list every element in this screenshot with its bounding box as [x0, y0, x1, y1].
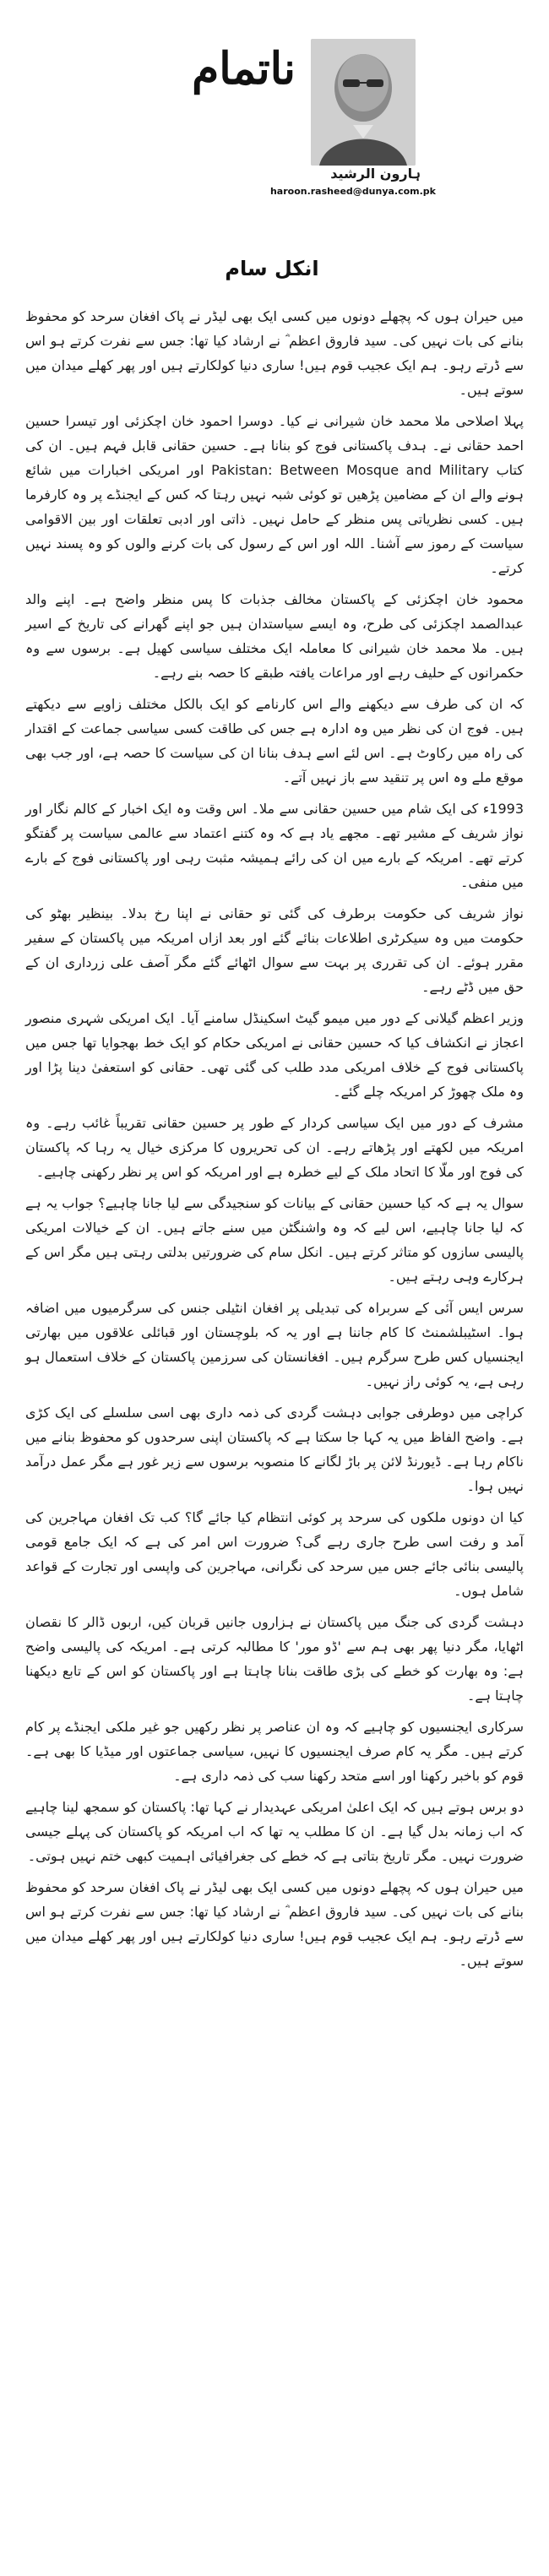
article-paragraph: مشرف کے دور میں ایک سیاسی کردار کے طور پر حسین حقانی تقریباً غائب رہے۔ وہ امریکہ میں لکھتے اور پڑھاتے رہے۔ ان کی تحریروں کا مرکزی خیال یہ رہا کہ پاکستان کی فوج اور ملّا کا اتحاد ملک کے لیے خطرہ ہے اور امریکہ کو اس پر نظر رکھنی چاہیے۔ [25, 1115, 524, 1180]
article-paragraph: پہلا اصلاحی ملا محمد خان شیرانی نے کیا۔ دوسرا احمود خان اچکزئی اور تیسرا حسین احمد حقانی نے۔ ہدف پاکستانی فوج کو بنانا ہے۔ حسین حقانی قابل فہم ہیں۔ ان کی کتاب Pakistan: Between Mosque and Military اور امریکی اخبارات میں شائع ہونے والے ان کے مضامین پڑھیں تو کوئی شبہ نہیں رہتا کہ کس کے ایجنڈے پر وہ کارفرما ہیں۔ کسی نظریاتی پس منظر کے حامل نہیں۔ ذاتی اور ادبی تعلقات اور بین الاقوامی سیاست کے رموز سے آشنا۔ اللہ اور اس کے رسول کی بات کرنے والوں کو وہ پسند نہیں کرتے۔ [25, 413, 525, 576]
author-portrait-graphic [311, 39, 416, 166]
article-paragraph: محمود خان اچکزئی کے پاکستان مخالف جذبات کا پس منظر واضح ہے۔ اپنے والد عبدالصمد اچکزئی کی طرح، وہ ایسے سیاستدان ہیں جو اپنے گھرانے کی تاریخ کے اسیر ہیں۔ ملا محمد خان شیرانی کا معاملہ ایک مختلف سیاسی کھیل ہے۔ برسوں سے وہ حکمرانوں کے حلیف رہے اور مراعات یافتہ طبقے کا حصہ بنے رہے۔ [25, 591, 524, 681]
article-headline: انکل سام [225, 257, 319, 280]
article-paragraph: کہ ان کی طرف سے دیکھنے والے اس کارنامے کو ایک بالکل مختلف زاویے سے دیکھتے ہیں۔ فوج ان کی نظر میں وہ ادارہ ہے جس کی طاقت کسی سیاسی جماعت کے اقتدار کی راہ میں رکاوٹ ہے۔ اس لئے اسے ہدف بنانا ان کی سیاست کا حصہ ہے، اور جب بھی موقع ملے وہ اس پر تنقید سے باز نہیں آتے۔ [25, 696, 524, 785]
column-masthead [0, 0, 549, 224]
article-paragraph: کیا ان دونوں ملکوں کی سرحد پر کوئی انتظام کیا جائے گا؟ کب تک افغان مہاجرین کی آمد و رفت اسی طرح جاری رہے گی؟ ضرورت اس امر کی ہے کہ ایک جامع قومی پالیسی بنائی جائے جس میں سرحد کی نگرانی، مہاجرین کی واپسی اور تجارت کے قواعد شامل ہوں۔ [25, 1509, 524, 1599]
article-paragraph: دو برس ہوتے ہیں کہ ایک اعلیٰ امریکی عہدیدار نے کہا تھا: پاکستان کو سمجھ لینا چاہیے کہ اب زمانہ بدل گیا ہے۔ ان کا مطلب یہ تھا کہ اب امریکہ کو پاکستان کی پہلے جیسی ضرورت نہیں۔ مگر تاریخ بتاتی ہے کہ خطے کی جغرافیائی اہمیت کبھی ختم نہیں ہوتی۔ [25, 1799, 524, 1864]
author-name: ہارون الرشید [330, 166, 421, 182]
article-paragraph: میں حیران ہوں کہ پچھلے دونوں میں کسی ایک بھی لیڈر نے پاک افغان سرحد کو محفوظ بنانے کی بات نہیں کی۔ سید فاروق اعظم ؓ نے ارشاد کیا تھا: جس سے نفرت کرتے ہو اس سے ڈرتے رہو۔ ہم ایک عجیب قوم ہیں! ساری دنیا کولکارتے ہیں اور پھر کھلے میدان میں سوتے ہیں۔ [25, 308, 524, 398]
article-body [25, 304, 524, 1980]
article-paragraph: سرکاری ایجنسیوں کو چاہیے کہ وہ ان عناصر پر نظر رکھیں جو غیر ملکی ایجنڈے پر کام کرتے ہیں۔ مگر یہ کام صرف ایجنسیوں کا نہیں، سیاسی جماعتوں اور میڈیا کا بھی ہے۔ قوم کو باخبر رکھنا اور اسے متحد رکھنا سب کی ذمہ داری ہے۔ [25, 1719, 524, 1784]
author-email: haroon.rasheed@dunya.com.pk [269, 186, 436, 197]
article-paragraph: سوال یہ ہے کہ کیا حسین حقانی کے بیانات کو سنجیدگی سے لیا جانا چاہیے؟ جواب یہ ہے کہ لیا جانا چاہیے، اس لیے کہ وہ واشنگٹن میں سنے جاتے ہیں۔ ان کے خیالات امریکی پالیسی سازوں کو متاثر کرتے ہیں۔ انکل سام کی ضرورتیں بدلتی رہتی ہیں مگر اس کے ہرکارے وہی رہتے ہیں۔ [25, 1195, 524, 1285]
article-paragraph: وزیر اعظم گیلانی کے دور میں میمو گیٹ اسکینڈل سامنے آیا۔ ایک امریکی شہری منصور اعجاز نے انکشاف کیا کہ حسین حقانی نے امریکی حکام کو ایک خط بھجوایا تھا جس میں پاکستانی فوج کے خلاف امریکی مدد طلب کی گئی تھی۔ حقانی کو استعفیٰ دینا پڑا اور وہ ملک چھوڑ کر امریکہ چلے گئے۔ [25, 1010, 524, 1100]
article-paragraph: 1993ء کی ایک شام میں حسین حقانی سے ملا۔ اس وقت وہ ایک اخبار کے کالم نگار اور نواز شریف کے مشیر تھے۔ مجھے یاد ہے کہ وہ کتنے اعتماد سے عالمی سیاست پر گفتگو کرتے تھے۔ امریکہ کے بارے میں ان کی رائے ہمیشہ مثبت رہی اور پاکستانی فوج کے بارے میں منفی۔ [25, 801, 524, 890]
article-paragraph: سرس ایس آئی کے سربراہ کی تبدیلی پر افغان انٹیلی جنس کی سرگرمیوں میں اضافہ ہوا۔ اسٹیبلشمنٹ کا کام جاننا ہے اور یہ کہ بلوچستان اور قبائلی علاقوں میں بھارتی ایجنسیاں کس طرح سرگرم ہیں۔ افغانستان کی سرزمین پاکستان کے خلاف استعمال ہو رہی ہے، یہ کوئی راز نہیں۔ [25, 1300, 524, 1389]
article-paragraph: میں حیران ہوں کہ پچھلے دونوں میں کسی ایک بھی لیڈر نے پاک افغان سرحد کو محفوظ بنانے کی بات نہیں کی۔ سید فاروق اعظم ؓ نے ارشاد کیا تھا: جس سے نفرت کرتے ہو اس سے ڈرتے رہو۔ ہم ایک عجیب قوم ہیں! ساری دنیا کولکارتے ہیں اور پھر کھلے میدان میں سوتے ہیں۔ [25, 1879, 524, 1969]
column-title: ناتمام [192, 43, 296, 95]
article-paragraph: دہشت گردی کی جنگ میں پاکستان نے ہزاروں جانیں قربان کیں، اربوں ڈالر کا نقصان اٹھایا، مگر دنیا پھر بھی ہم سے 'ڈو مور' کا مطالبہ کرتی ہے۔ امریکہ کی پالیسی واضح ہے: وہ بھارت کو خطے کی بڑی طاقت بنانا چاہتا ہے اور پاکستان کو اس کے تابع دیکھنا چاہتا ہے۔ [25, 1614, 524, 1704]
article-paragraph: کراچی میں دوطرفی جوابی دہشت گردی کی ذمہ داری بھی اسی سلسلے کی ایک کڑی ہے۔ واضح الفاظ میں یہ کہا جا سکتا ہے کہ پاکستان اپنی سرحدوں کو محفوظ بنانے میں ناکام رہا ہے۔ ڈیورنڈ لائن پر باڑ لگانے کا منصوبہ برسوں سے زیر غور ہے مگر عمل درآمد نہیں ہوا۔ [25, 1405, 524, 1494]
article-paragraph: نواز شریف کی حکومت برطرف کی گئی تو حقانی نے اپنا رخ بدلا۔ بینظیر بھٹو کی حکومت میں وہ سیکرٹری اطلاعات بنائے گئے اور بعد ازاں امریکہ میں پاکستان کے سفیر مقرر ہوئے۔ ان کی تقرری پر بہت سے سوال اٹھائے گئے مگر آصف علی زرداری ان کے حق میں ڈٹے رہے۔ [25, 905, 524, 995]
author-portrait [311, 39, 416, 166]
